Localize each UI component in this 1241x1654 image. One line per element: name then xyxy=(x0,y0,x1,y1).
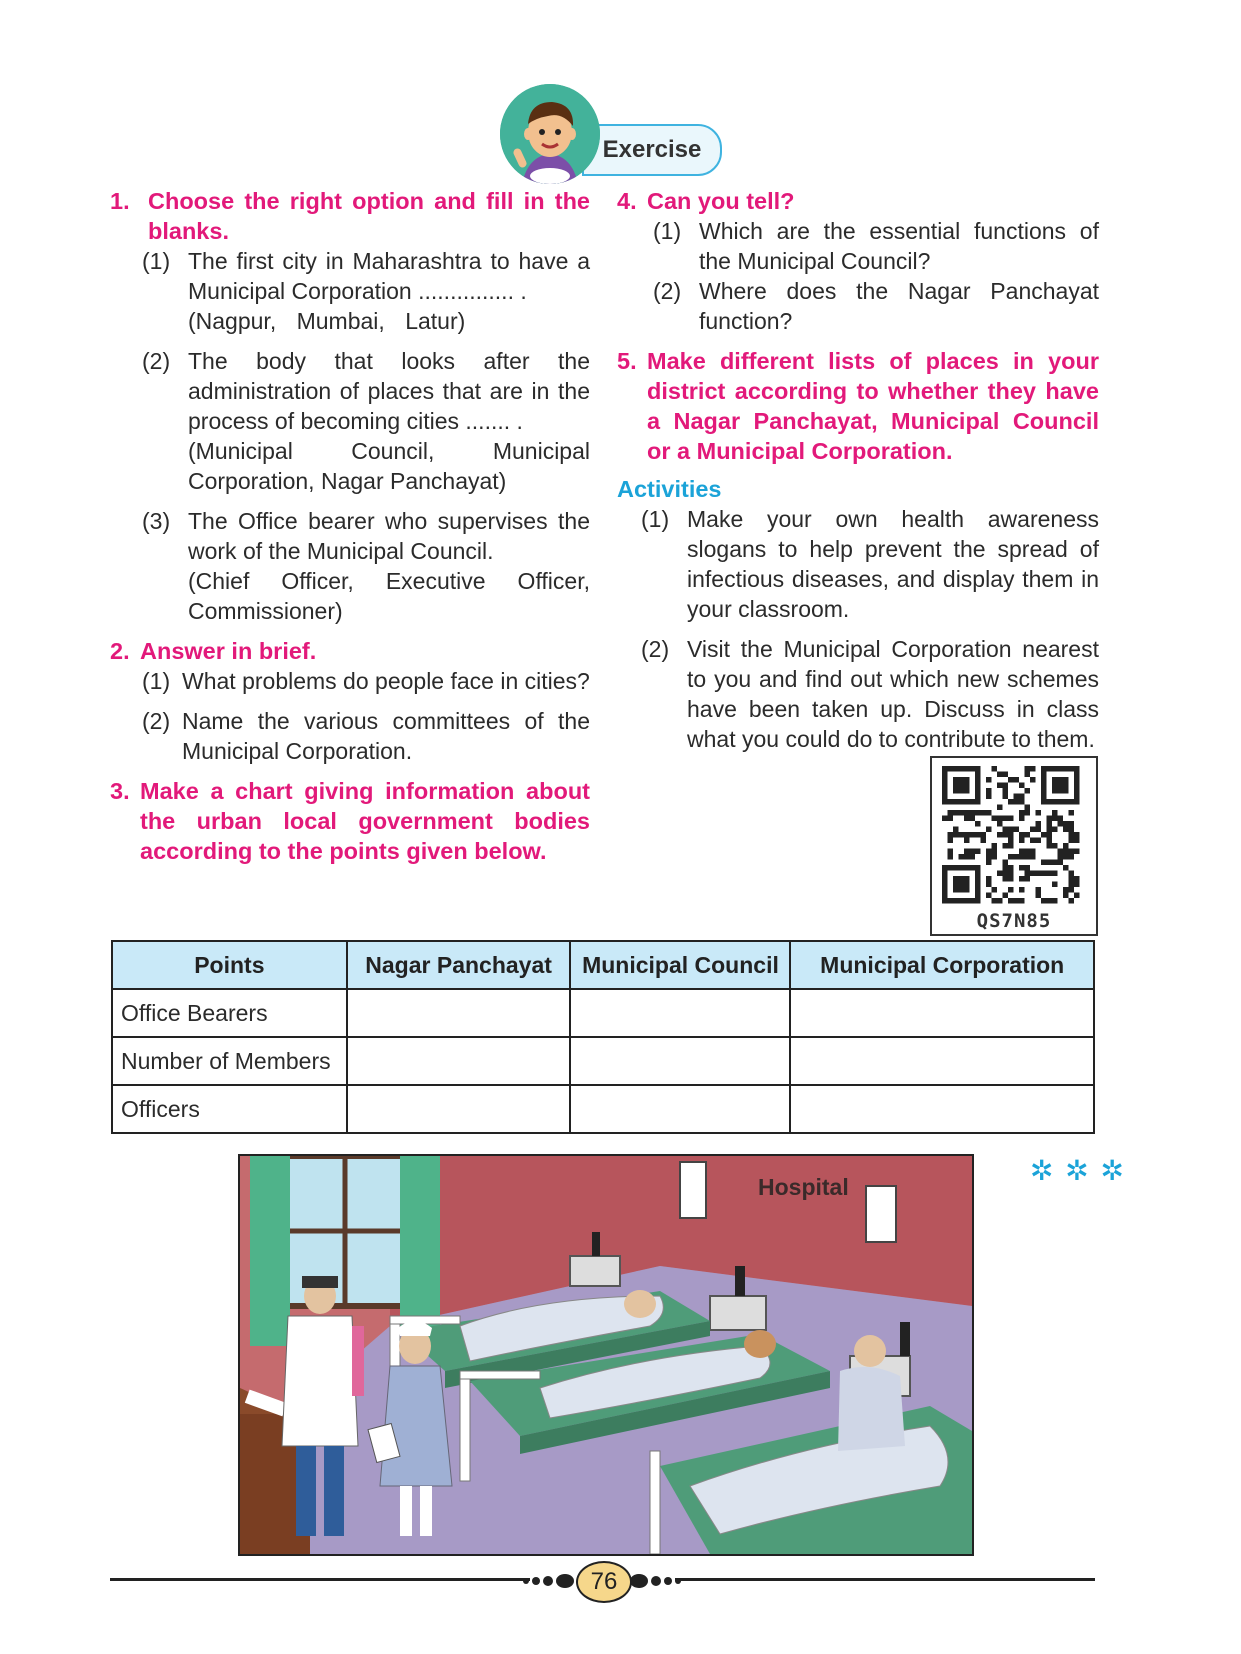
activity-item-2: (2) Visit the Municipal Corporation nearest to you and find out which new schemes have been taken up. Discuss in class what you could do to contribute to them. xyxy=(641,636,1099,752)
exercise-header xyxy=(500,84,730,184)
table-cell xyxy=(347,1085,571,1133)
footer-rule-right xyxy=(675,1578,1095,1581)
activity-item-1: (1) Make your own health awareness slogans to help prevent the spread of infectious diseases, and display them in your classroom. xyxy=(641,506,1099,622)
table-row xyxy=(112,1085,1094,1133)
hospital-label: Hospital xyxy=(758,1174,849,1200)
table-cell xyxy=(790,1085,1094,1133)
boy-mascot-icon xyxy=(500,84,600,184)
options-text: (Municipal Council, Municipal xyxy=(188,438,590,464)
table-header-cell: Points xyxy=(112,941,347,989)
question-2-heading: 2. Answer in brief. xyxy=(110,638,317,664)
activities-heading: Activities xyxy=(617,476,722,502)
table-row xyxy=(112,1037,1094,1085)
footer-ornament-left-icon xyxy=(520,1570,576,1592)
question-4-item-2: (2) Where does the Nagar Panchayat function? xyxy=(653,278,1099,334)
table-row-label: Office Bearers xyxy=(112,989,347,1037)
options-text: Corporation, Nagar Panchayat) xyxy=(188,468,507,494)
question-4-heading: 4. Can you tell? xyxy=(617,188,795,214)
table-cell xyxy=(347,989,571,1037)
question-4-item-1: (1) Which are the essential functions of the Municipal Council? xyxy=(653,218,1099,274)
left-column xyxy=(110,186,590,866)
table-header-cell: Municipal Council xyxy=(570,941,790,989)
hospital-illustration xyxy=(238,1154,974,1556)
question-5-heading: 5. Make different lists of places in your district according to whether they have a Nagar Panchayat, Municipal Council or a Municipal Corporation. xyxy=(617,348,1099,464)
question-1-item-3: (3) The Office bearer who supervises the work of the Municipal Council. (Chief Officer, Executive Officer, Commissioner) xyxy=(142,508,590,624)
right-column xyxy=(617,186,1099,754)
question-1-item-1: (1) The first city in Maharashtra to have a Municipal Corporation ............... . (Nagpur, Mumbai, Latur) xyxy=(142,248,590,334)
urban-bodies-table xyxy=(111,940,1095,1134)
qr-code-label: QS7N85 xyxy=(976,910,1052,932)
table-cell xyxy=(347,1037,571,1085)
question-1-heading: 1. Choose the right option and fill in the blanks. xyxy=(110,188,590,244)
qr-code[interactable] xyxy=(930,756,1098,936)
table-header-cell: Nagar Panchayat xyxy=(347,941,571,989)
hospital-scene-icon xyxy=(240,1156,972,1554)
question-3-heading: 3. Make a chart giving information about the urban local government bodies according to the points given below. xyxy=(110,778,590,864)
question-1-item-2: (2) The body that looks after the administration of places that are in the process of becoming cities ....... . (Municipal Council, Municipal Corporation, Nagar Panchayat) xyxy=(142,348,590,494)
qr-code-icon xyxy=(942,766,1086,904)
table-cell xyxy=(570,1037,790,1085)
table-row-label: Officers xyxy=(112,1085,347,1133)
options-text: (Nagpur, Mumbai, Latur) xyxy=(188,308,466,334)
table-cell xyxy=(570,989,790,1037)
question-2-item-2: (2) Name the various committees of the Municipal Corporation. xyxy=(142,708,590,764)
table-row-label: Number of Members xyxy=(112,1037,347,1085)
table-cell xyxy=(570,1085,790,1133)
options-text: Commissioner) xyxy=(188,598,343,624)
table-row xyxy=(112,989,1094,1037)
question-2-item-1: (1) What problems do people face in cities? xyxy=(142,668,590,694)
options-text: (Chief Officer, Executive Officer, xyxy=(188,568,590,594)
section-end-stars: ✲ ✲ ✲ xyxy=(1030,1155,1126,1186)
table-header-row xyxy=(112,941,1094,989)
footer-ornament-right-icon xyxy=(628,1570,684,1592)
table-header-cell: Municipal Corporation xyxy=(790,941,1094,989)
table-cell xyxy=(790,989,1094,1037)
page-number: 76 xyxy=(576,1561,632,1603)
table-cell xyxy=(790,1037,1094,1085)
footer-rule-left xyxy=(110,1578,530,1581)
exercise-badge: Exercise xyxy=(582,124,722,176)
